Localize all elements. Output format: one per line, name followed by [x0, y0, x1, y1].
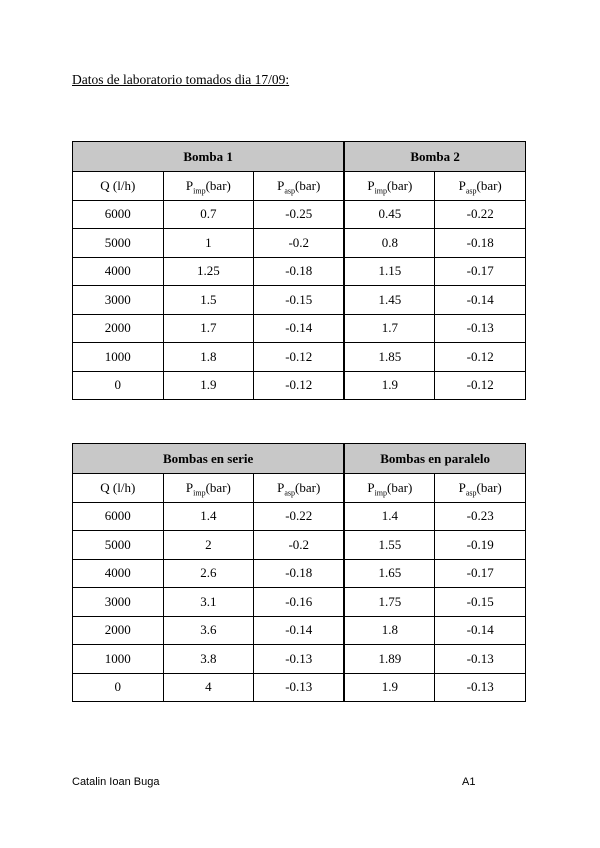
table-cell: 1.4 — [344, 502, 435, 531]
header-q: Q (l/h) — [73, 172, 164, 201]
table-cell: -0.2 — [254, 531, 345, 560]
table-cell: -0.16 — [254, 588, 345, 617]
table-cell: 1.5 — [163, 286, 254, 315]
table-cell: -0.15 — [254, 286, 345, 315]
header-p-asp: $P_{asp}(bar)$ — [435, 172, 526, 201]
table-cell: 1.55 — [344, 531, 435, 560]
table-row — [73, 286, 526, 315]
table-cell: -0.18 — [435, 229, 526, 258]
table-cell: 6000 — [73, 200, 164, 229]
table-cell: 1.4 — [163, 502, 254, 531]
table-cell: -0.15 — [435, 588, 526, 617]
table-cell: -0.17 — [435, 257, 526, 286]
table-cell: 4000 — [73, 559, 164, 588]
header-p-asp: $P_{asp}(bar)$ — [254, 474, 345, 503]
table-row — [73, 588, 526, 617]
table-cell: -0.13 — [435, 314, 526, 343]
table-row — [73, 673, 526, 702]
table-row — [73, 343, 526, 372]
table-cell: -0.12 — [254, 371, 345, 400]
table-cell: -0.14 — [254, 314, 345, 343]
table-cell: -0.13 — [254, 673, 345, 702]
table-cell: 0.8 — [344, 229, 435, 258]
table-cell: 1.8 — [344, 616, 435, 645]
table-cell: -0.12 — [435, 343, 526, 372]
table-cell: 1.25 — [163, 257, 254, 286]
table-cell: -0.14 — [435, 616, 526, 645]
table-cell: 3000 — [73, 588, 164, 617]
table-row — [73, 229, 526, 258]
table-cell: 4 — [163, 673, 254, 702]
table-cell: 1.75 — [344, 588, 435, 617]
column-header-row — [73, 172, 526, 201]
table-row — [73, 531, 526, 560]
table-cell: 1.8 — [163, 343, 254, 372]
header-p-imp: $P_{imp}(bar)$ — [163, 172, 254, 201]
table-cell: -0.2 — [254, 229, 345, 258]
table-row — [73, 314, 526, 343]
table-cell: -0.22 — [435, 200, 526, 229]
group-header-right: Bomba 2 — [344, 142, 525, 172]
header-q: Q (l/h) — [73, 474, 164, 503]
table-cell: -0.13 — [254, 645, 345, 674]
table-cell: -0.12 — [254, 343, 345, 372]
table-cell: 6000 — [73, 502, 164, 531]
table-row — [73, 200, 526, 229]
table-cell: 2.6 — [163, 559, 254, 588]
table-cell: -0.12 — [435, 371, 526, 400]
table-cell: 5000 — [73, 531, 164, 560]
footer-page-number: A1 — [462, 776, 476, 788]
table-cell: 0.7 — [163, 200, 254, 229]
table-cell: 1.9 — [163, 371, 254, 400]
table-cell: 0 — [73, 673, 164, 702]
table-cell: -0.23 — [435, 502, 526, 531]
table-row — [73, 616, 526, 645]
table-row — [73, 502, 526, 531]
table-cell: -0.18 — [254, 559, 345, 588]
table-cell: 1.15 — [344, 257, 435, 286]
table-bomba-1-2 — [72, 141, 526, 400]
table-cell: 3.6 — [163, 616, 254, 645]
header-p-asp: $P_{asp}(bar)$ — [254, 172, 345, 201]
table-cell: 1.7 — [163, 314, 254, 343]
table-cell: 2 — [163, 531, 254, 560]
table-cell: 1.85 — [344, 343, 435, 372]
table-cell: 4000 — [73, 257, 164, 286]
table-cell: 2000 — [73, 314, 164, 343]
table-cell: -0.17 — [435, 559, 526, 588]
header-p-asp: $P_{asp}(bar)$ — [435, 474, 526, 503]
table-row — [73, 559, 526, 588]
table-row — [73, 371, 526, 400]
table-cell: 1000 — [73, 343, 164, 372]
header-p-imp: $P_{imp}(bar)$ — [163, 474, 254, 503]
table-cell: -0.22 — [254, 502, 345, 531]
table-cell: 1.45 — [344, 286, 435, 315]
group-header-left: Bombas en serie — [73, 444, 345, 474]
table-cell: 0.45 — [344, 200, 435, 229]
table-cell: -0.14 — [254, 616, 345, 645]
page-title: Datos de laboratorio tomados dia 17/09: — [72, 72, 290, 87]
table-bombas-serie-paralelo — [72, 443, 526, 702]
table-cell: 1.9 — [344, 673, 435, 702]
table-cell: -0.13 — [435, 673, 526, 702]
table-row — [73, 645, 526, 674]
table-row — [73, 257, 526, 286]
table-cell: 1.7 — [344, 314, 435, 343]
table-cell: -0.25 — [254, 200, 345, 229]
table-cell: 0 — [73, 371, 164, 400]
footer-author: Catalin Ioan Buga — [72, 776, 160, 788]
table-cell: -0.18 — [254, 257, 345, 286]
table-cell: 1.65 — [344, 559, 435, 588]
table-cell: 5000 — [73, 229, 164, 258]
table-cell: -0.19 — [435, 531, 526, 560]
header-p-imp: $P_{imp}(bar)$ — [344, 474, 435, 503]
table-cell: 1.9 — [344, 371, 435, 400]
table-cell: 2000 — [73, 616, 164, 645]
table-cell: 1000 — [73, 645, 164, 674]
table-cell: 3.8 — [163, 645, 254, 674]
table-cell: 1 — [163, 229, 254, 258]
table-cell: -0.14 — [435, 286, 526, 315]
table-cell: 3.1 — [163, 588, 254, 617]
table-cell: -0.13 — [435, 645, 526, 674]
column-header-row — [73, 474, 526, 503]
table-cell: 1.89 — [344, 645, 435, 674]
group-header-left: Bomba 1 — [73, 142, 345, 172]
table-cell: 3000 — [73, 286, 164, 315]
header-p-imp: $P_{imp}(bar)$ — [344, 172, 435, 201]
group-header-right: Bombas en paralelo — [344, 444, 525, 474]
